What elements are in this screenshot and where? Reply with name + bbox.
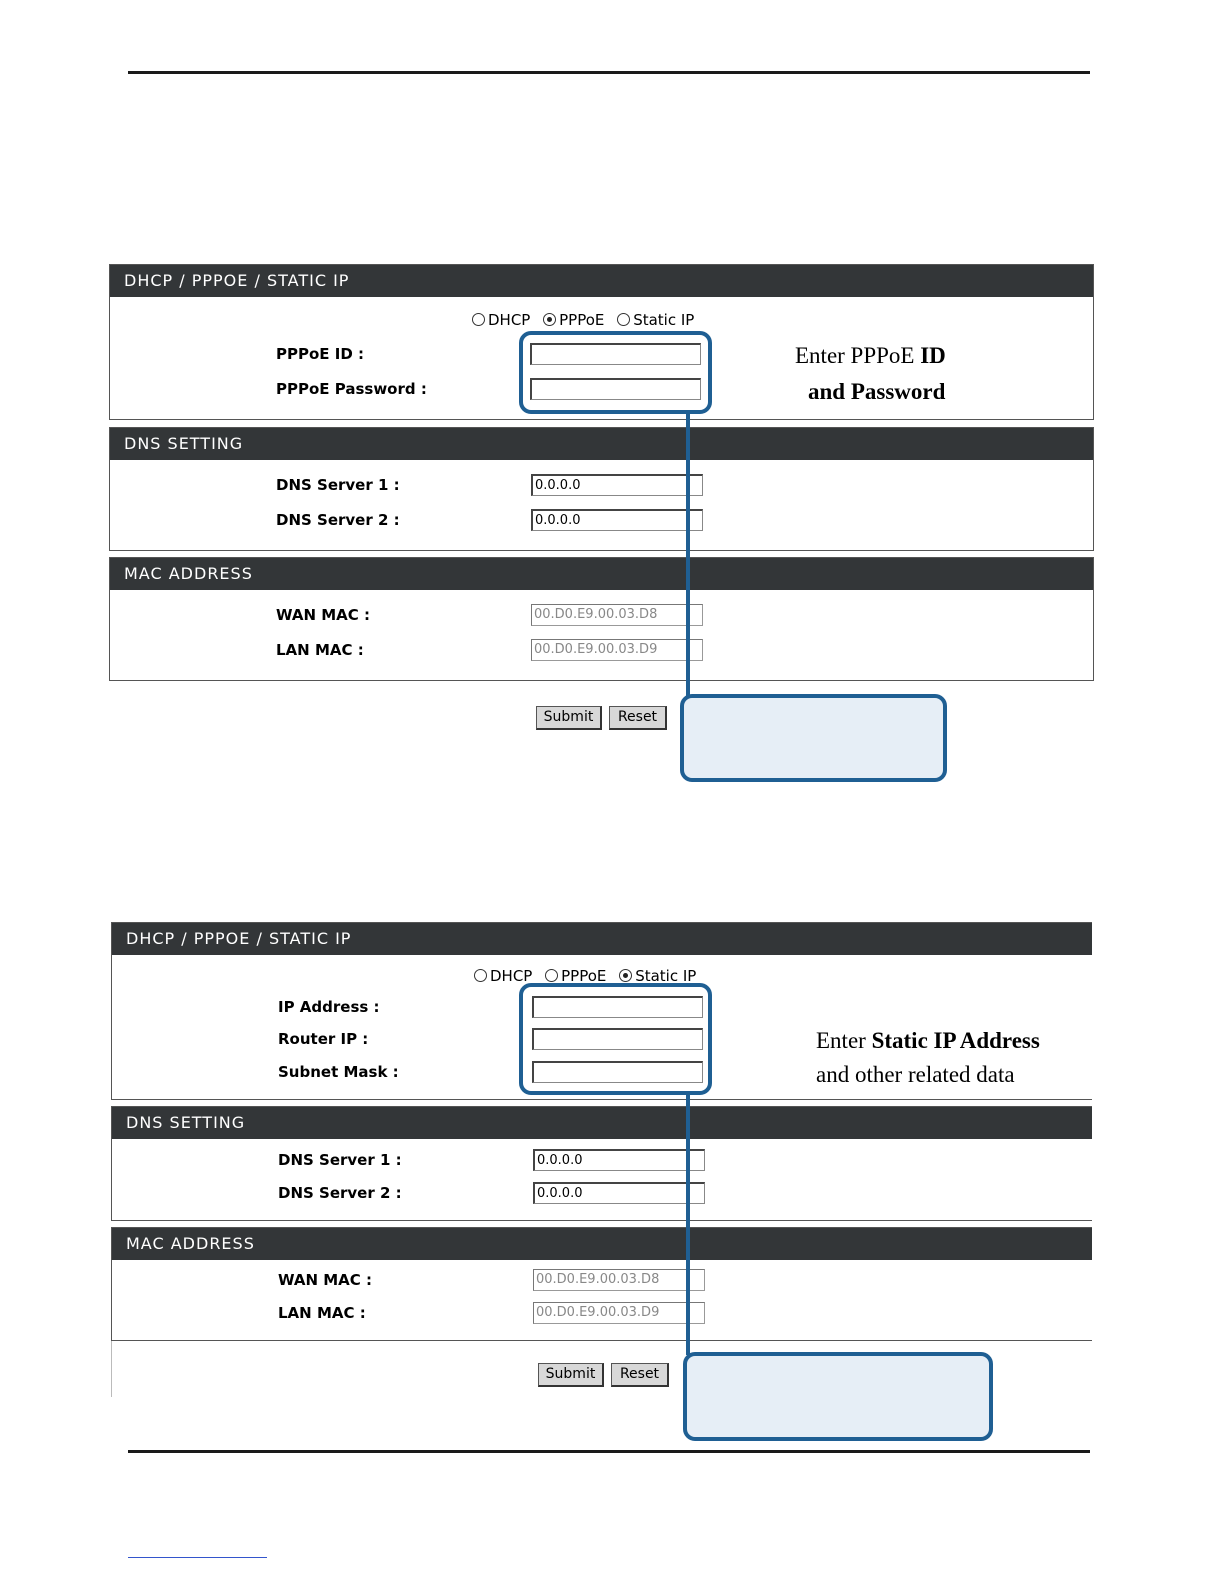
lan-mac-label: LAN MAC : (276, 641, 364, 659)
static-ip-caption: Enter Static IP Address and other related data (816, 1028, 1040, 1087)
radio-static-ip[interactable]: Static IP (617, 311, 694, 329)
router-ip-label: Router IP : (278, 1030, 369, 1048)
mac-panel-static-header: MAC ADDRESS (112, 1228, 1092, 1260)
radio-pppoe-icon (543, 313, 556, 326)
wan-mac-input: 00.D0.E9.00.03.D8 (531, 604, 703, 626)
mac-panel-static (111, 1227, 1092, 1341)
dns-server-2-input[interactable]: 0.0.0.0 (533, 1182, 705, 1204)
callout-note-box (680, 694, 947, 782)
dns-panel (109, 427, 1094, 551)
radio-static-ip-icon (617, 313, 630, 326)
radio-pppoe[interactable]: PPPoE (543, 311, 604, 329)
radio-dhcp-icon (474, 969, 487, 982)
dns-panel-static (111, 1106, 1092, 1221)
mac-panel-header: MAC ADDRESS (110, 558, 1093, 590)
radio-static-ip-icon (619, 969, 632, 982)
radio-dhcp[interactable]: DHCP (472, 311, 530, 329)
dns-panel-static-header: DNS SETTING (112, 1107, 1092, 1139)
radio-dhcp[interactable]: DHCP (474, 967, 532, 985)
top-rule (128, 71, 1090, 74)
dns-panel-header: DNS SETTING (110, 428, 1093, 460)
bottom-rule (128, 1450, 1090, 1453)
radio-pppoe-icon (545, 969, 558, 982)
wan-mac-label: WAN MAC : (276, 606, 371, 624)
lan-mac-input: 00.D0.E9.00.03.D9 (533, 1302, 705, 1324)
connection-type-radios (472, 311, 702, 329)
subnet-mask-label: Subnet Mask : (278, 1063, 399, 1081)
pppoe-password-label: PPPoE Password : (276, 380, 427, 398)
wan-panel-static-header: DHCP / PPPOE / STATIC IP (112, 923, 1092, 955)
lan-mac-label: LAN MAC : (278, 1304, 366, 1322)
pppoe-fields-highlight (519, 331, 712, 414)
wan-mac-label: WAN MAC : (278, 1271, 373, 1289)
dns-server-1-input[interactable]: 0.0.0.0 (531, 474, 703, 496)
dns-server-1-input[interactable]: 0.0.0.0 (533, 1149, 705, 1171)
footer-link-underline (128, 1557, 267, 1558)
callout-note-box (683, 1352, 993, 1441)
dns-server-2-input[interactable]: 0.0.0.0 (531, 509, 703, 531)
submit-button[interactable]: Submit (536, 706, 602, 730)
lan-mac-input: 00.D0.E9.00.03.D9 (531, 639, 703, 661)
dns-server-1-label: DNS Server 1 : (276, 476, 400, 494)
dns-server-1-label: DNS Server 1 : (278, 1151, 402, 1169)
pppoe-screenshot (109, 264, 1094, 684)
radio-dhcp-icon (472, 313, 485, 326)
ip-address-label: IP Address : (278, 998, 380, 1016)
callout-connector-line (686, 1093, 690, 1355)
reset-button[interactable]: Reset (611, 1363, 669, 1387)
callout-connector-line (686, 412, 690, 697)
radio-pppoe[interactable]: PPPoE (545, 967, 606, 985)
dns-server-2-label: DNS Server 2 : (276, 511, 400, 529)
submit-button[interactable]: Submit (538, 1363, 604, 1387)
dns-server-2-label: DNS Server 2 : (278, 1184, 402, 1202)
wan-mac-input: 00.D0.E9.00.03.D8 (533, 1269, 705, 1291)
radio-static-ip[interactable]: Static IP (619, 967, 696, 985)
form-left-edge (111, 1341, 112, 1397)
reset-button[interactable]: Reset (609, 706, 667, 730)
wan-panel-header: DHCP / PPPOE / STATIC IP (110, 265, 1093, 297)
pppoe-id-label: PPPoE ID : (276, 345, 365, 363)
mac-panel (109, 557, 1094, 681)
static-fields-highlight (519, 983, 712, 1095)
pppoe-caption: Enter PPPoE ID and Password (795, 343, 946, 404)
